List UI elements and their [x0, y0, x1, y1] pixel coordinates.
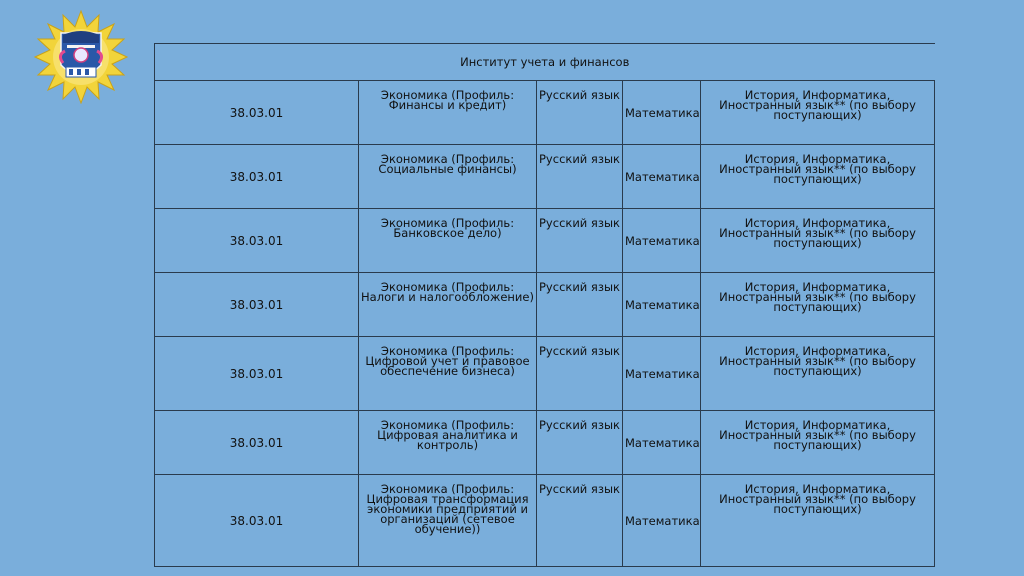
- subject-math: Математика: [623, 145, 701, 209]
- subject-elective: История, Информатика, Иностранный язык** (по выбору поступающих): [701, 337, 935, 411]
- program-name: Экономика (Профиль: Цифровой учет и правовое обеспечение бизнеса): [359, 337, 537, 411]
- table-row: [155, 81, 935, 145]
- table-row: [155, 337, 935, 411]
- subject-russian: Русский язык: [537, 475, 623, 567]
- subject-elective: История, Информатика, Иностранный язык** (по выбору поступающих): [701, 81, 935, 145]
- table-row: [155, 209, 935, 273]
- program-code: 38.03.01: [155, 273, 359, 337]
- program-name: Экономика (Профиль: Цифровая трансформация экономики предприятий и организаций (сетевое обучение)): [359, 475, 537, 567]
- program-name: Экономика (Профиль: Социальные финансы): [359, 145, 537, 209]
- university-emblem-icon: [34, 10, 128, 104]
- program-code: 38.03.01: [155, 411, 359, 475]
- table-header-row: [155, 44, 935, 81]
- program-name: Экономика (Профиль: Цифровая аналитика и контроль): [359, 411, 537, 475]
- subject-russian: Русский язык: [537, 145, 623, 209]
- subject-math: Математика: [623, 411, 701, 475]
- program-name: Экономика (Профиль: Финансы и кредит): [359, 81, 537, 145]
- subject-elective: История, Информатика, Иностранный язык** (по выбору поступающих): [701, 411, 935, 475]
- table-row: [155, 475, 935, 567]
- program-name: Экономика (Профиль: Банковское дело): [359, 209, 537, 273]
- program-code: 38.03.01: [155, 209, 359, 273]
- program-code: 38.03.01: [155, 475, 359, 567]
- subject-elective: История, Информатика, Иностранный язык** (по выбору поступающих): [701, 475, 935, 567]
- table-row: [155, 273, 935, 337]
- subject-russian: Русский язык: [537, 273, 623, 337]
- subject-math: Математика: [623, 337, 701, 411]
- institute-title: Институт учета и финансов: [155, 44, 935, 81]
- program-code: 38.03.01: [155, 145, 359, 209]
- subject-russian: Русский язык: [537, 411, 623, 475]
- subject-math: Математика: [623, 81, 701, 145]
- subject-russian: Русский язык: [537, 209, 623, 273]
- subject-math: Математика: [623, 209, 701, 273]
- program-name: Экономика (Профиль: Налоги и налогообложение): [359, 273, 537, 337]
- program-code: 38.03.01: [155, 81, 359, 145]
- program-code: 38.03.01: [155, 337, 359, 411]
- subject-russian: Русский язык: [537, 81, 623, 145]
- table-row: [155, 145, 935, 209]
- subject-math: Математика: [623, 475, 701, 567]
- admissions-table: [154, 43, 934, 567]
- subject-russian: Русский язык: [537, 337, 623, 411]
- subject-elective: История, Информатика, Иностранный язык** (по выбору поступающих): [701, 145, 935, 209]
- subject-math: Математика: [623, 273, 701, 337]
- subject-elective: История, Информатика, Иностранный язык** (по выбору поступающих): [701, 273, 935, 337]
- subject-elective: История, Информатика, Иностранный язык** (по выбору поступающих): [701, 209, 935, 273]
- table-row: [155, 411, 935, 475]
